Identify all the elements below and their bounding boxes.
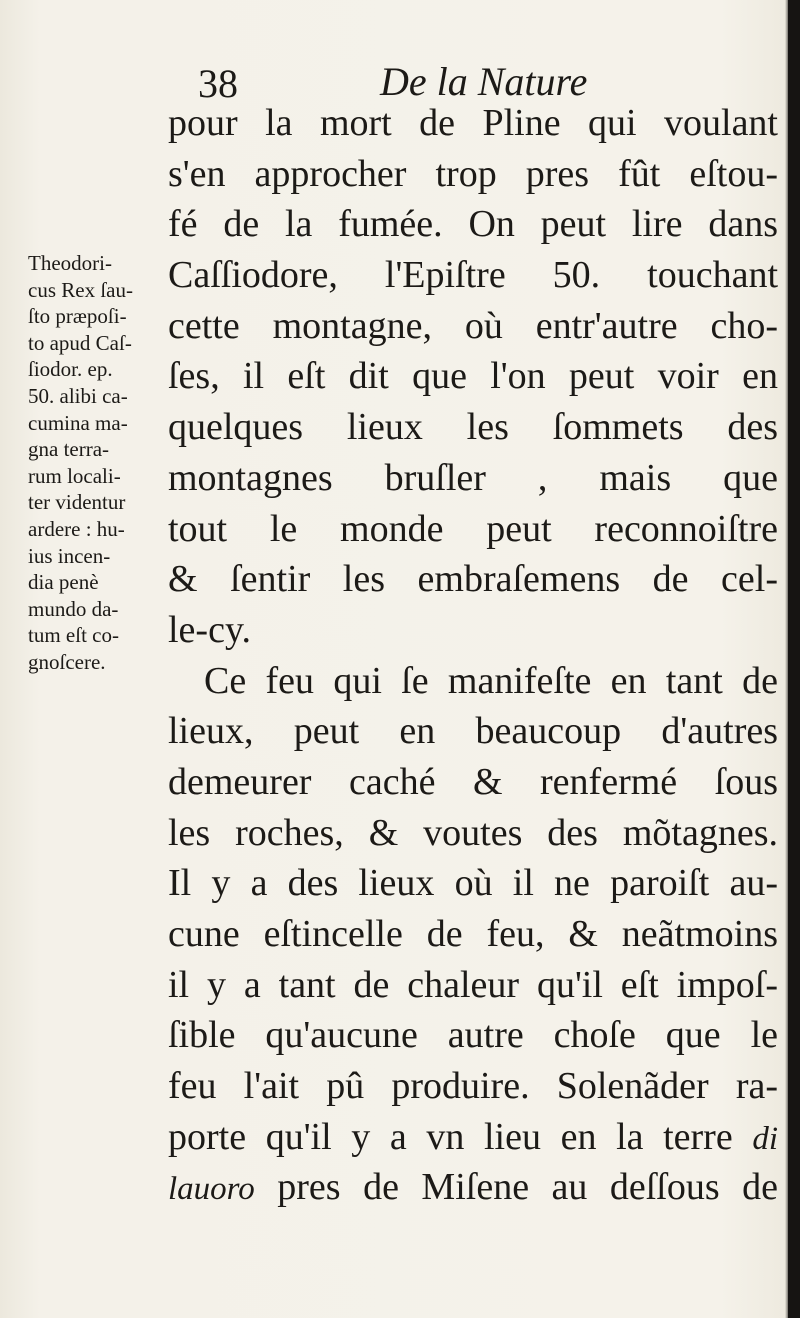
margin-note-line: cus Rex ſau- bbox=[28, 277, 133, 302]
text-line: il y a tant de chaleur qu'il eſt impoſ- bbox=[168, 963, 778, 1006]
margin-note-line: mundo da- bbox=[28, 596, 119, 621]
italic-word: lauoro bbox=[168, 1171, 255, 1208]
book-spine-edge bbox=[788, 0, 800, 1318]
margin-note-line: Theodori- bbox=[28, 251, 112, 275]
text-line: & ſentir les embraſemens de cel- bbox=[168, 558, 778, 601]
running-title: De la Nature bbox=[380, 59, 588, 104]
text-segment: porte qu'il y a vn lieu en la terre bbox=[168, 1115, 733, 1158]
margin-note-line: ius incen- bbox=[28, 543, 111, 568]
margin-note-line: to apud Caſ- bbox=[28, 330, 132, 355]
margin-note-line: ardere : hu- bbox=[28, 516, 125, 541]
marginal-note bbox=[28, 250, 178, 676]
margin-note-line: gnoſcere. bbox=[28, 649, 106, 674]
text-line-with-italic bbox=[168, 1112, 778, 1163]
margin-note-line: 50. alibi ca- bbox=[28, 383, 128, 408]
page-number: 38 bbox=[198, 61, 238, 106]
text-line: Il y a des lieux où il ne paroiſt au- bbox=[168, 862, 778, 905]
margin-note-line: rum locali- bbox=[28, 463, 121, 488]
text-line: le-cy. bbox=[168, 608, 251, 651]
text-line: ſes, il eſt dit que l'on peut voir en bbox=[168, 355, 778, 398]
text-line: cune eſtincelle de feu, & neãtmoins bbox=[168, 913, 778, 955]
margin-note-line: gna terra- bbox=[28, 437, 110, 462]
margin-note-line: tum eſt co- bbox=[28, 623, 119, 648]
text-segment: pres de Miſene au deſſous de bbox=[277, 1166, 779, 1209]
text-line: demeurer caché & renfermé ſous bbox=[168, 760, 778, 803]
text-line: feu l'ait pû produire. Solenãder ra- bbox=[168, 1065, 778, 1108]
text-line: Caſſiodore, l'Epiſtre 50. touchant bbox=[168, 254, 778, 297]
text-line: pour la mort de Pline qui voulant bbox=[168, 102, 778, 144]
margin-note-line: dia penè bbox=[28, 570, 99, 595]
text-line-with-italic bbox=[168, 1162, 778, 1213]
italic-word: di bbox=[752, 1120, 779, 1157]
text-line: ſible qu'aucune autre choſe que le bbox=[168, 1014, 778, 1057]
text-line: s'en approcher trop pres fût eſtou- bbox=[168, 152, 778, 195]
paragraph-first-line: Ce feu qui ſe manifeſte en tant de bbox=[204, 659, 778, 702]
text-line: quelques lieux les ſommets des bbox=[168, 406, 778, 449]
text-line: cette montagne, où entr'autre cho- bbox=[168, 304, 778, 347]
text-line: les roches, & voutes des mõtagnes. bbox=[168, 811, 778, 854]
text-line: montagnes bruſler , mais que bbox=[168, 456, 778, 499]
margin-note-line: cumina ma- bbox=[28, 410, 128, 435]
text-line: fé de la fumée. On peut lire dans bbox=[168, 203, 778, 246]
margin-note-line: ſiodor. ep. bbox=[28, 357, 113, 382]
margin-note-line: ſto præpoſi- bbox=[28, 304, 127, 329]
main-text-block bbox=[168, 98, 778, 1213]
text-line: tout le monde peut reconnoiſtre bbox=[168, 507, 778, 550]
text-line: lieux, peut en beaucoup d'autres bbox=[168, 710, 778, 753]
margin-note-line: ter videntur bbox=[28, 490, 126, 515]
